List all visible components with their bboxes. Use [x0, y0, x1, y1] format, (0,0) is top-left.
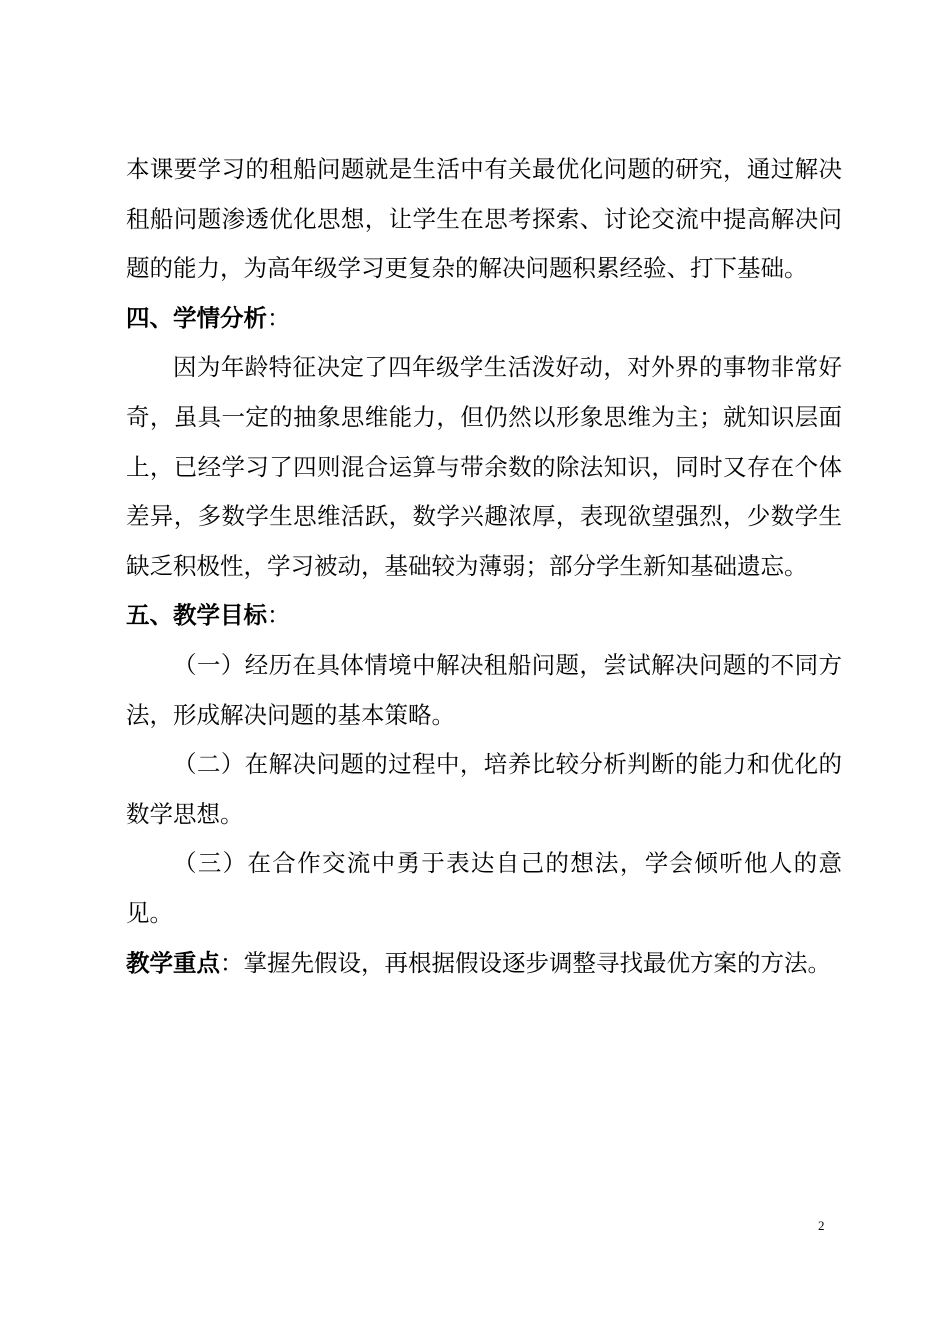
paragraph-teaching-focus — [126, 939, 842, 989]
section-heading-student-analysis — [126, 294, 842, 344]
heading-colon: ： — [267, 601, 291, 630]
focus-label: 教学重点 — [126, 948, 220, 977]
heading-text: 四、学情分析 — [126, 303, 267, 332]
paragraph-student-analysis: 因为年龄特征决定了四年级学生活泼好动，对外界的事物非常好奇，虽具一定的抽象思维能力，但仍然以形象思维为主；就知识层面上，已经学习了四则混合运算与带余数的除法知识，同时又存在个体差异，多数学生思维活跃，数学兴趣浓厚，表现欲望强烈，少数学生缺乏积极性，学习被动，基础较为薄弱；部分学生新知基础遗忘。 — [126, 353, 842, 580]
document-body — [126, 145, 842, 988]
heading-colon: ： — [267, 303, 291, 332]
focus-text: ：掌握先假设，再根据假设逐步调整寻找最优方案的方法。 — [220, 948, 831, 977]
page-number: 2 — [818, 1218, 825, 1233]
heading-text: 五、教学目标 — [126, 601, 267, 630]
goal-item-1: （一）经历在具体情境中解决租船问题，尝试解决问题的不同方法，形成解决问题的基本策略。 — [126, 650, 842, 729]
goal-item-2: （二）在解决问题的过程中，培养比较分析判断的能力和优化的数学思想。 — [126, 750, 842, 828]
paragraph-intro: 本课要学习的租船问题就是生活中有关最优化问题的研究，通过解决租船问题渗透优化思想，让学生在思考探索、讨论交流中提高解决问题的能力，为高年级学习更复杂的解决问题积累经验、打下基础。 — [126, 155, 842, 283]
goal-item-3: （三）在合作交流中勇于表达自己的想法，学会倾听他人的意见。 — [126, 849, 842, 927]
section-heading-teaching-goals — [126, 591, 842, 641]
